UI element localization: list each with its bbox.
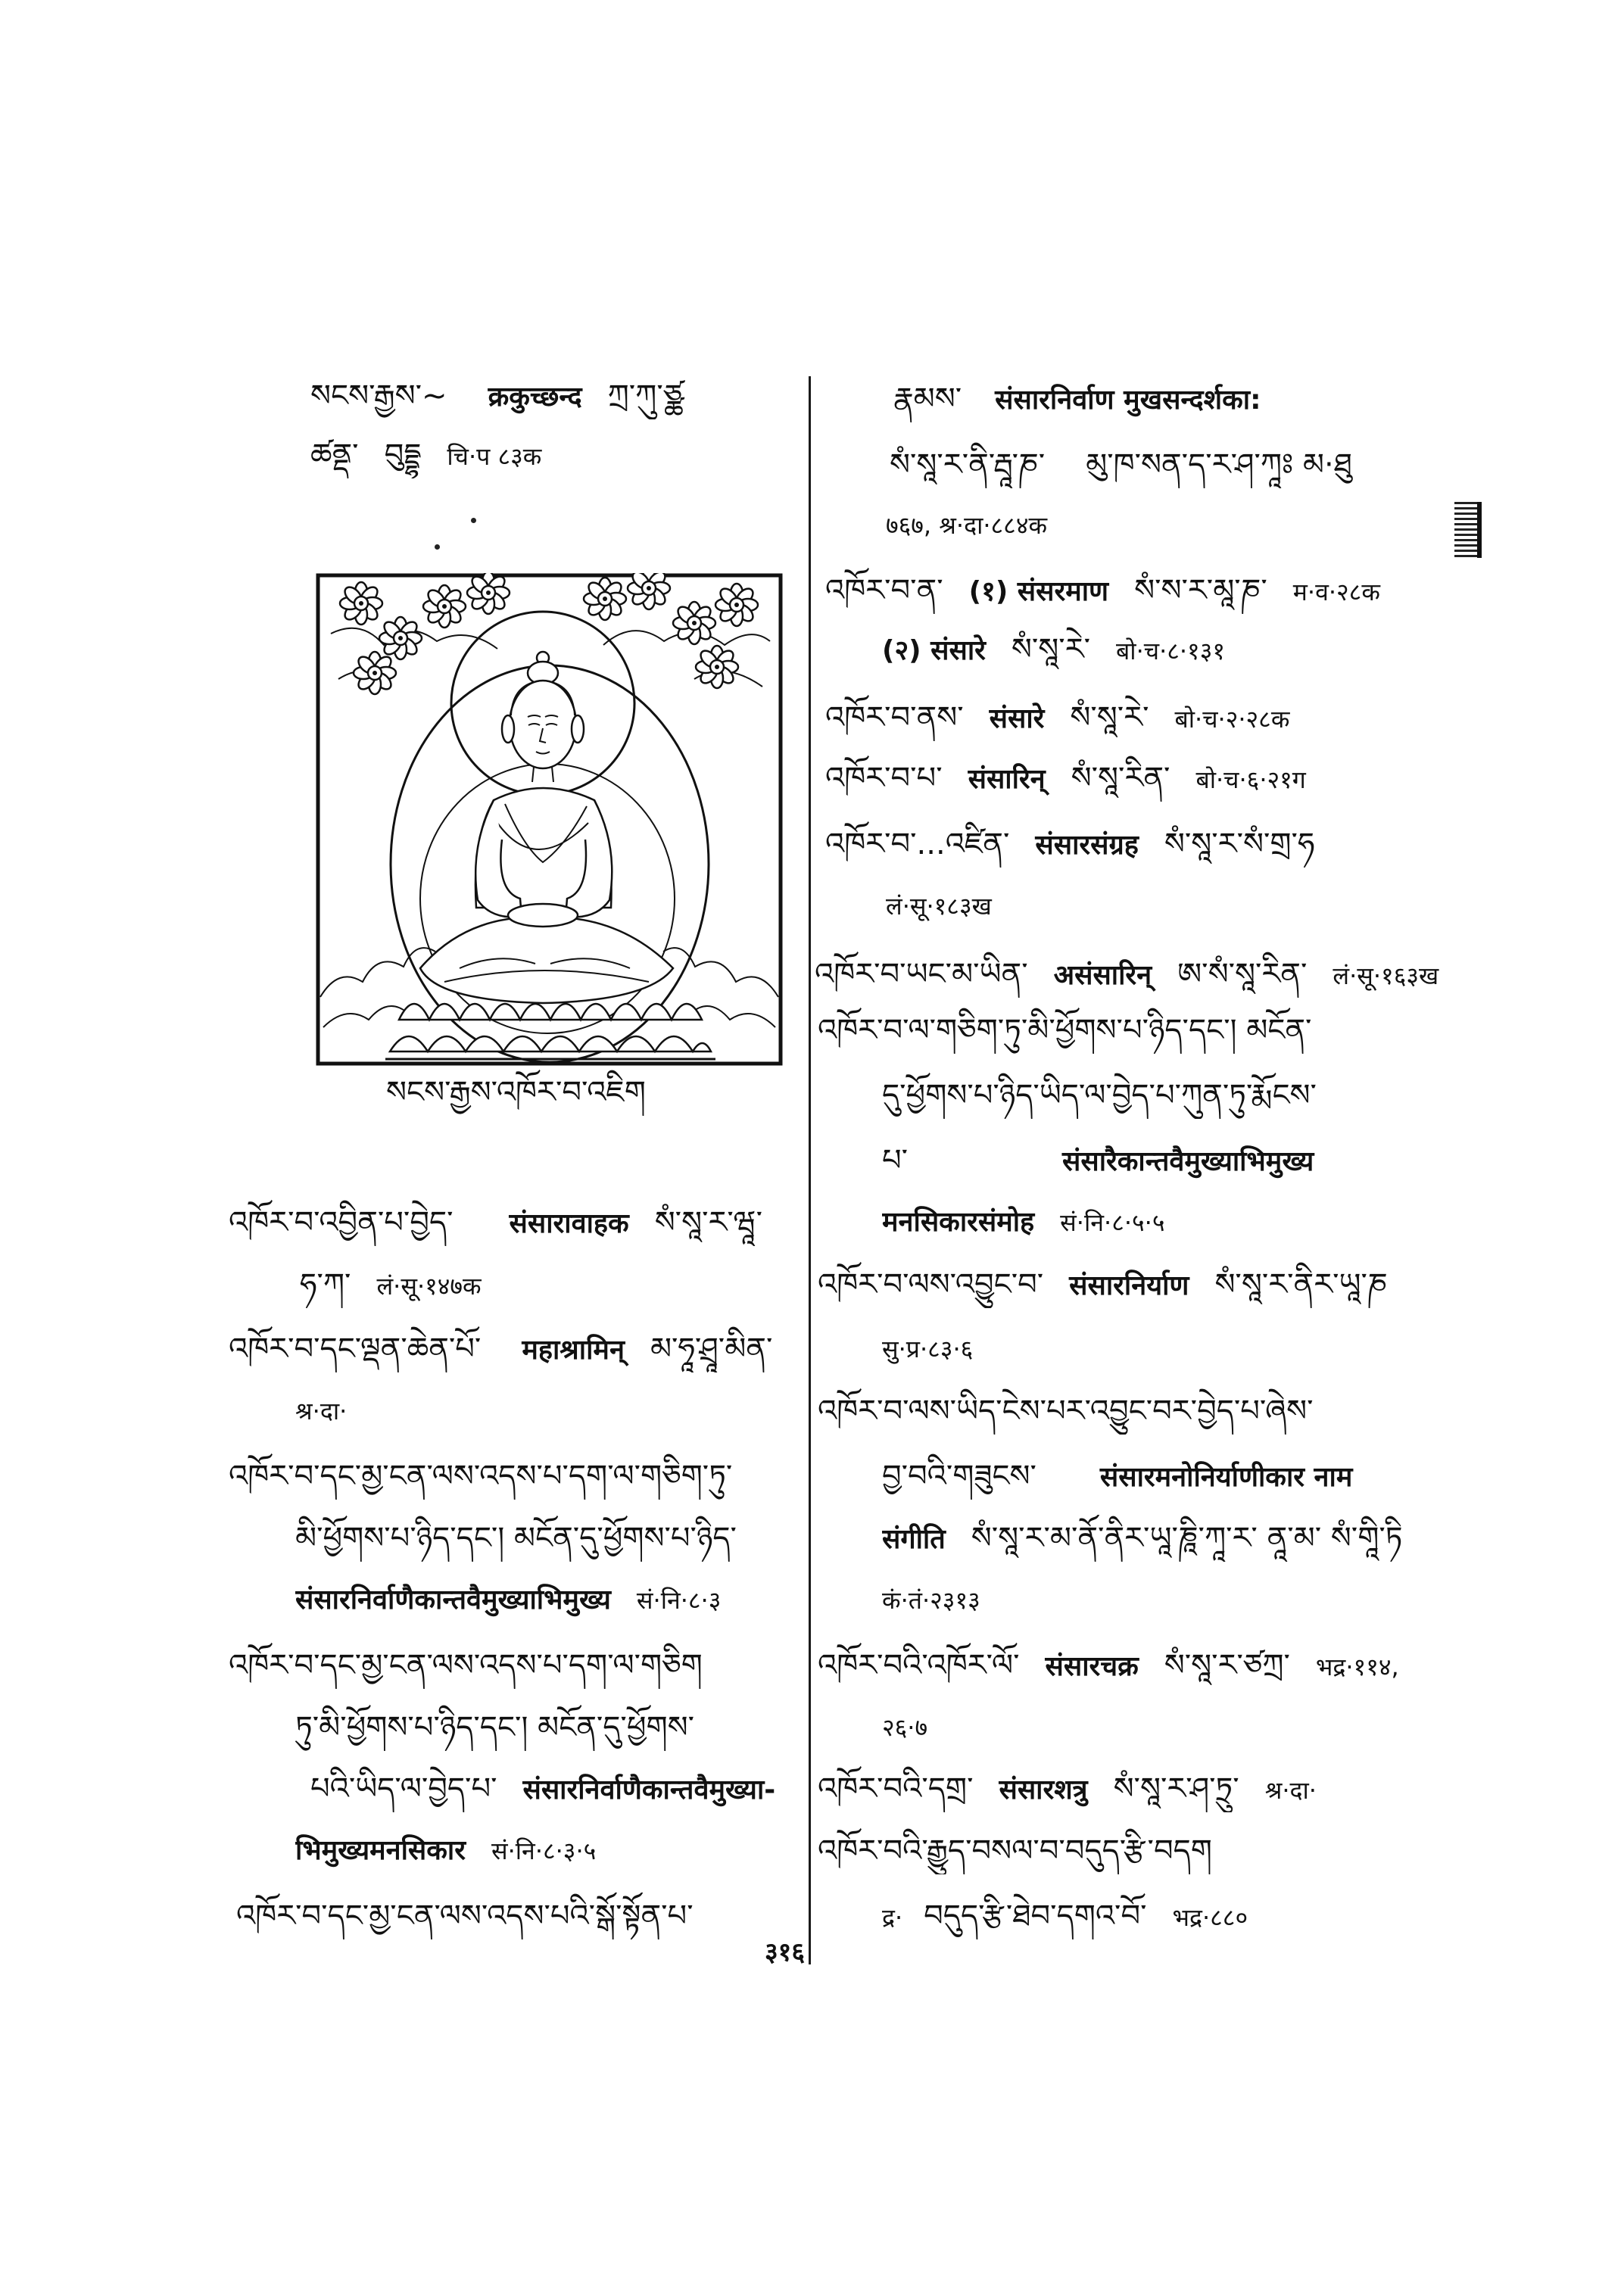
tibetan-term: འཁོར་བ་...འཛིན་ <box>825 827 1010 861</box>
tibetan-transliteration: སཾ་སཱ་ར་མ་ནོ་ནིར་ཡཱ་ཎཱི་ཀཱ་ར་ ནཱ་མ་ སཾ་གཱི་ཏི <box>971 1521 1403 1556</box>
source-reference: कं·तं·२३१३ <box>882 1586 980 1615</box>
figure-caption: སངས་རྒྱས་འཁོར་བ་འཇིག <box>386 1075 646 1110</box>
sanskrit-term: महाश्रामिन् <box>522 1335 625 1366</box>
source-reference: सं·नि·८·३·५ <box>491 1837 597 1865</box>
sanskrit-term: संसारचक्र <box>1045 1651 1139 1682</box>
sanskrit-term: क्रकुच्छन्द <box>488 382 582 413</box>
entry-line <box>890 441 1454 488</box>
tibetan-transliteration: སཾ་ས་ར་མཱ་ཎ་ <box>1134 573 1267 608</box>
tibetan-transliteration: སཾ་སཱ་ར་ཤ་ཏྲུ་ <box>1113 1771 1239 1806</box>
tibetan-term: འཁོར་བ་འབྱིན་པ་བྱེད་ <box>229 1205 454 1240</box>
source-reference: श्र·दा· <box>295 1397 348 1425</box>
entry-line <box>295 1515 805 1562</box>
tibetan-term: ཏུ་མི་ཕྱོགས་པ་ཉིད་དང་། མངོན་དུ་ཕྱོགས་ <box>295 1710 695 1745</box>
entry-line <box>295 1704 805 1751</box>
entry-line <box>815 951 1454 998</box>
sanskrit-term: संसारमनोनिर्याणीकार नाम <box>1099 1462 1353 1493</box>
entry-line <box>882 1453 1454 1500</box>
tibetan-term: པའི་ཡིད་ལ་བྱེད་པ་ <box>310 1771 497 1806</box>
entry-line <box>295 1577 805 1624</box>
tibetan-term: དུ་ཕྱོགས་པ་ཉིད་ཡིད་ལ་བྱེད་པ་ཀུན་ཏུ་རྨོངས་ <box>882 1078 1317 1113</box>
sanskrit-term: संसारे <box>989 703 1045 734</box>
entry-line <box>818 1827 1454 1874</box>
source-reference: भद्र·११४, <box>1315 1653 1399 1681</box>
entry-line <box>825 821 1454 868</box>
sanskrit-term: संसारशत्रु <box>999 1774 1088 1805</box>
column-divider <box>809 376 811 1964</box>
source-reference: लं·सू·१४७क <box>376 1272 482 1301</box>
source-reference: बो·च·२·२८क <box>1174 705 1290 734</box>
ink-dot <box>435 544 440 550</box>
sanskrit-term: संसारनिर्वाणैकान्तवैमुख्याभिमुख्य <box>295 1584 611 1615</box>
buddha-illustration <box>316 573 783 1066</box>
tibetan-term: འཁོར་བ་དང་མྱ་ངན་ལས་འདས་པ་དག་ལ་གཅིག་ཏུ་ <box>229 1459 733 1494</box>
entry-line <box>310 431 805 478</box>
tibetan-term: རྣམས་ <box>893 382 962 416</box>
source-reference: श्र·दा· <box>1264 1776 1317 1805</box>
source-reference: लं·सू·१६३ख <box>1333 961 1439 990</box>
sanskrit-term: संसारनिर्वाणैकान्तवैमुख्या- <box>522 1774 776 1805</box>
tibetan-term: བྱ་བའི་གཟུངས་ <box>882 1459 1036 1494</box>
sanskrit-term: असंसारिन् <box>1053 960 1152 991</box>
tibetan-transliteration: སཾ་སཱ་རིན་ <box>1071 761 1170 796</box>
entry-line <box>229 1642 805 1689</box>
tibetan-term: འཁོར་བ་ན་ <box>825 573 943 608</box>
entry-line <box>882 1326 1454 1372</box>
entry-line <box>818 1642 1454 1689</box>
tibetan-term: སངས་རྒྱས་~ <box>310 379 447 413</box>
tibetan-transliteration: མུ་ཁ་སན་ད་ར་ཤ་ཀཱཿ མ·ཐུ <box>1086 447 1352 482</box>
source-reference: सं·नि·८·५·५ <box>1060 1208 1165 1237</box>
entry-line <box>310 1765 805 1812</box>
entry-line <box>882 1199 1454 1246</box>
tibetan-transliteration: བུདྡྷ <box>384 438 422 472</box>
tibetan-transliteration: ཨ་སཾ་སཱ་རིན་ <box>1177 957 1308 992</box>
entry-line <box>229 1199 805 1246</box>
entry-line <box>229 1453 805 1500</box>
entry-line <box>893 375 1454 422</box>
entry-line <box>882 626 1454 673</box>
entry-line <box>825 755 1454 802</box>
tibetan-term: མི་ཕྱོགས་པ་ཉིད་དང་། མངོན་དུ་ཕྱོགས་པ་ཉིད་ <box>295 1521 737 1556</box>
sanskrit-term: संसारिन् <box>968 764 1046 795</box>
tibetan-term: འཁོར་བ་ནས་ <box>825 700 964 735</box>
entry-line <box>818 1388 1454 1435</box>
cross-reference-marker: द्र· <box>882 1903 903 1932</box>
entry-line <box>300 1261 805 1308</box>
entry-line <box>310 372 805 419</box>
source-reference: २६·७ <box>882 1713 928 1742</box>
source-reference: सं·नि·८·३ <box>636 1586 722 1615</box>
entry-line <box>882 1704 1454 1751</box>
tibetan-term: འཁོར་བ་དང་མྱ་ངན་ལས་འདས་པའི་སྒོ་སྟོན་པ་ <box>236 1899 694 1933</box>
source-reference: चि·प ८३क <box>447 442 542 471</box>
tibetan-term: འཁོར་བ་ཡང་མ་ཡིན་ <box>815 957 1028 992</box>
entry-line <box>825 694 1454 741</box>
entry-line <box>886 883 1454 930</box>
tibetan-transliteration: སཾ་སཱ་ར་ཝཱ་ <box>654 1205 763 1240</box>
source-reference: ७६७, श्र·दा·८८४क <box>886 511 1048 540</box>
tibetan-term: བདུད་རྩི་ཐེབ་དགའ་བོ་ <box>924 1899 1147 1933</box>
sanskrit-term: संसारनिर्वाण मुखसन्दर्शका: <box>995 385 1261 416</box>
entry-line <box>818 1007 1454 1054</box>
tibetan-transliteration: སཾ་སཱ་རེ་ <box>1070 700 1149 735</box>
tibetan-transliteration: ཀྲ་ཀུ་ཙྪ <box>607 379 684 413</box>
sanskrit-term: संसारसंग्रह <box>1035 830 1139 861</box>
tibetan-transliteration: སཾ་སཱ་ར་ནིར་ཡཱ་ཎ <box>1214 1267 1388 1302</box>
source-reference: बो·च·८·१३१ <box>1116 637 1225 665</box>
entry-line <box>882 1137 1454 1184</box>
tibetan-term: འཁོར་བ་པ་ <box>825 761 943 796</box>
sanskrit-term: संसारावाहक <box>509 1208 629 1239</box>
entry-line <box>295 1388 805 1435</box>
sanskrit-term: संगीति <box>882 1524 946 1555</box>
sanskrit-term: (२) संसारे <box>882 635 986 666</box>
entry-line <box>818 1765 1454 1812</box>
tibetan-term: འཁོར་བའི་རྒྱུད་བསལ་བ་བདུད་རྩི་བདག <box>818 1833 1212 1868</box>
entry-line <box>882 1577 1454 1624</box>
sanskrit-term: मनसिकारसंमोह <box>882 1207 1035 1238</box>
source-reference: लं·सू·१८३ख <box>886 892 992 921</box>
entry-line <box>825 567 1454 614</box>
entry-line <box>882 1515 1454 1562</box>
thumb-index-mark <box>1454 502 1482 558</box>
page-number: ३१६ <box>765 1937 806 1967</box>
tibetan-term: འཁོར་བ་ལ་གཅིག་ཏུ་མི་ཕྱོགས་པ་ཉིད་དང་། མངོན་ <box>818 1013 1312 1048</box>
entry-line <box>882 1072 1454 1119</box>
entry-line <box>818 1261 1454 1308</box>
sanskrit-term: संसारैकान्तवैमुख्याभिमुख्य <box>1062 1146 1314 1177</box>
sanskrit-term: (१) संसरमाण <box>968 576 1109 607</box>
tibetan-transliteration: སཾ་སཱ་ར་སཾ་གྲ་ཧ <box>1164 827 1315 861</box>
tibetan-transliteration: སཾ་སཱ་རེ་ <box>1011 632 1091 667</box>
sanskrit-term: भिमुख्यमनसिकार <box>295 1835 466 1866</box>
tibetan-term: འཁོར་བ་ལས་འབྱུང་བ་ <box>818 1267 1044 1302</box>
entry-line <box>229 1326 805 1372</box>
entry-line <box>886 502 1454 549</box>
tibetan-term: འཁོར་བ་དང་ལྡན་ཆེན་པོ་ <box>229 1332 482 1366</box>
tibetan-transliteration: མ་ཧཱ་ཤྲཱ་མིན་ <box>650 1332 773 1366</box>
tibetan-transliteration: སཾ་སཱ་ར་ནི་རྦཱ་ཎ་ <box>890 447 1046 482</box>
source-reference: बो·च·६·२१ग <box>1195 765 1306 794</box>
tibetan-term: པ་ <box>882 1143 909 1178</box>
tibetan-transliteration: སཾ་སཱ་ར་ཙཀྲ་ <box>1164 1648 1290 1683</box>
tibetan-term: འཁོར་བའི་དགྲ་ <box>818 1771 974 1806</box>
entry-line <box>295 1827 805 1874</box>
tibetan-term: འཁོར་བ་ལས་ཡིད་ངེས་པར་འབྱུང་བར་བྱེད་པ་ཞེས་ <box>818 1394 1314 1428</box>
tibetan-term: འཁོར་བ་དང་མྱ་ངན་ལས་འདས་པ་དག་ལ་གཅིག <box>229 1648 703 1683</box>
ink-dot <box>471 518 476 523</box>
source-reference: म·व·२८क <box>1292 578 1380 606</box>
tibetan-transliteration: ཧ་ཀ་ <box>300 1267 351 1302</box>
source-reference: सु·प्र·८३·६ <box>882 1335 974 1363</box>
source-reference: भद्र·८८० <box>1172 1903 1248 1932</box>
tibetan-transliteration: ཚནྡ་ <box>310 438 359 472</box>
entry-line <box>882 1893 1454 1939</box>
tibetan-term: འཁོར་བའི་འཁོར་ལོ་ <box>818 1648 1020 1683</box>
entry-line <box>236 1893 805 1939</box>
sanskrit-term: संसारनिर्याण <box>1069 1270 1189 1301</box>
